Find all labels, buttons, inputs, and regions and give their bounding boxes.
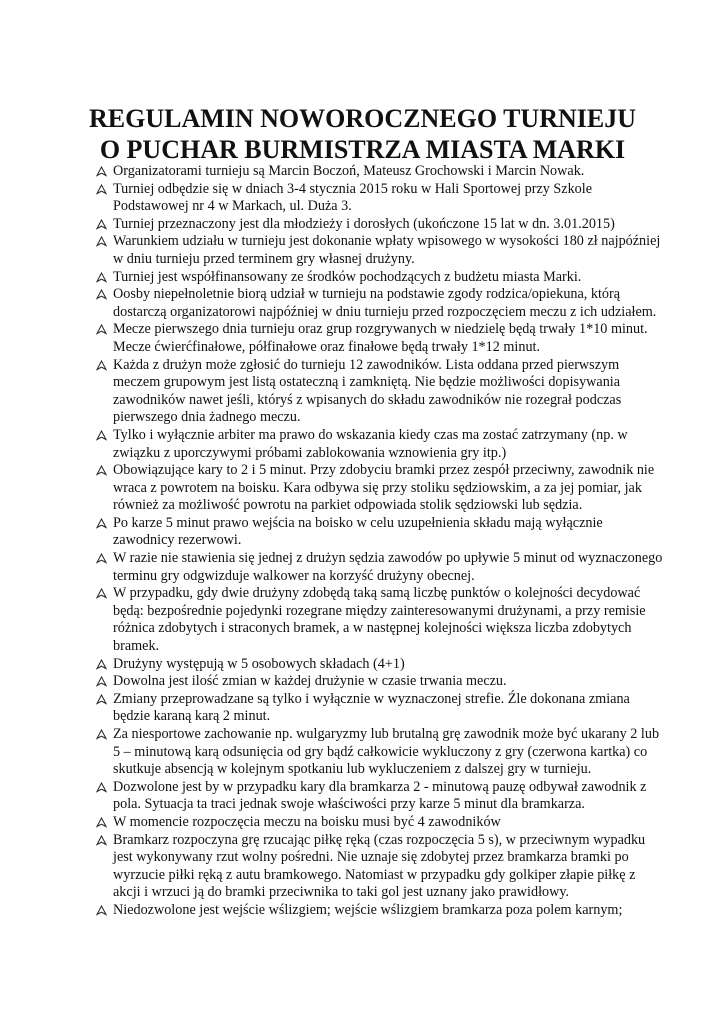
rule-text: Dowolna jest ilość zmian w każdej drużynie w czasie trwania meczu. (113, 673, 507, 690)
rule-item (96, 585, 666, 655)
triangle-outline-icon (96, 553, 107, 564)
triangle-outline-icon (96, 166, 107, 177)
rule-text: Dozwolone jest by w przypadku kary dla bramkarza 2 - minutową pauzę odbywał zawodnik z pola. Sytuacja ta traci jednak swoje właściwości przy karze 5 minut dla bramkarza. (113, 778, 647, 813)
triangle-outline-icon (96, 465, 107, 476)
rule-text: Oosby niepełnoletnie biorą udział w turnieju na podstawie zgody rodzica/opiekuna, którą dostarczą organizatorowi najpóźniej w dniu turnieju przed rozpoczęciem meczu z ich udziałem. (113, 286, 657, 320)
rule-text: Organizatorami turnieju są Marcin Boczoń, Mateusz Grochowski i Marcin Nowak. (113, 163, 585, 179)
triangle-outline-icon (96, 324, 107, 335)
triangle-outline-icon (96, 835, 107, 846)
title-line-2: O PUCHAR BURMISTRZA MIASTA MARKI (99, 135, 626, 165)
triangle-outline-icon (96, 272, 107, 283)
rule-text: Bramkarz rozpoczyna grę rzucając piłkę ręką (czas rozpoczęcia 5 s), w przeciwnym wypadku jest wykonywany rzut wolny pośredni. Nie uznaje się zdobytej przez bramkarza bramki po wyrzucie piłki ręką z autu bramkowego. Natomiast w przypadku gdy golkiper złapie piłkę z akcji i wrzuci ją do bramki przeciwnika to taki gol jest uznany jako prawidłowy. (113, 831, 646, 901)
rule-text: Niedozwolone jest wejście wślizgiem; wejście wślizgiem bramkarza poza polem karnym; (113, 901, 623, 918)
document-title (40, 103, 685, 165)
rule-item (96, 357, 666, 427)
rule-text: Po karze 5 minut prawo wejścia na boisko w celu uzupełnienia składu mają wyłącznie zawodnicy rezerwowi. (113, 514, 603, 549)
rule-item (96, 286, 666, 321)
rule-text: Obowiązujące kary to 2 i 5 minut. Przy zdobyciu bramki przez zespół przeciwny, zawodnik nie wraca z powrotem na boisku. Kara odbywa się przy stoliku sędziowskim, a za jej pomiar, jak również za możliwość powrotu na parkiet odpowiada stolik sędziowski lub sędzia. (113, 462, 655, 514)
rule-text: W razie nie stawienia się jednej z drużyn sędzia zawodów po upływie 5 minut od wyznaczonego terminu gry odgwizduje walkower na korzyść drużyny obecnej. (113, 550, 663, 584)
rule-text: W momencie rozpoczęcia meczu na boisku musi być 4 zawodników (113, 813, 501, 830)
rule-text: Turniej jest współfinansowany ze środków pochodzących z budżetu miasta Marki. (113, 268, 582, 285)
triangle-outline-icon (96, 219, 107, 230)
triangle-outline-icon (96, 817, 107, 828)
rule-item (96, 656, 666, 674)
triangle-outline-icon (96, 289, 107, 300)
rule-text: Drużyny występują w 5 osobowych składach (4+1) (113, 655, 405, 672)
rule-text: Zmiany przeprowadzane są tylko i wyłącznie w wyznaczonej strefie. Źle dokonana zmiana będzie karaną karą 2 minut. (113, 690, 630, 725)
rule-text: Warunkiem udziału w turnieju jest dokonanie wpłaty wpisowego w wysokości 180 zł najpóźniej w dniu turnieju przed terminem gry własnej drużyny. (113, 233, 661, 267)
rule-item (96, 233, 666, 268)
triangle-outline-icon (96, 588, 107, 599)
triangle-outline-icon (96, 729, 107, 740)
rule-item (96, 814, 666, 832)
rule-item (96, 321, 666, 356)
triangle-outline-icon (96, 360, 107, 371)
triangle-outline-icon (96, 905, 107, 916)
rule-item (96, 902, 666, 920)
rule-text: Tylko i wyłącznie arbiter ma prawo do wskazania kiedy czas ma zostać zatrzymany (np. w związku z uporczywymi próbami zablokowania wznowienia gry itp.) (113, 426, 628, 461)
rule-item (96, 779, 666, 814)
triangle-outline-icon (96, 518, 107, 529)
triangle-outline-icon (96, 694, 107, 705)
rule-item (96, 427, 666, 462)
rule-item (96, 163, 666, 181)
rule-item (96, 832, 666, 902)
rule-text: Każda z drużyn może zgłosić do turnieju 12 zawodników. Lista oddana przed pierwszym meczem grupowym jest listą ostateczną i zamkniętą. Nie będzie możliwości dopisywania zawodników nawet jeśli, któryś z wpisanych do składu zawodników nie rozegrał podczas pierwszego dnia żadnego meczu. (113, 356, 622, 426)
rule-item (96, 216, 666, 234)
rule-text: W przypadku, gdy dwie drużyny zdobędą taką samą liczbę punktów o kolejności decydować będą: bezpośrednie pojedynki rozegrane między zainteresowanymi drużynami, a przy remisie różnica zdobytych i straconych bramek, a w następnej kolejności większa liczba zdobytych bramek. (113, 585, 646, 655)
rule-text: Turniej odbędzie się w dniach 3-4 stycznia 2015 roku w Hali Sportowej przy Szkole Podstawowej nr 4 w Markach, ul. Duża 3. (113, 180, 592, 215)
rule-text: Mecze pierwszego dnia turnieju oraz grup rozgrywanych w niedzielę będą trwały 1*10 minut. Mecze ćwierćfinałowe, półfinałowe oraz finałowe będą trwały 1*12 minut. (113, 321, 648, 355)
triangle-outline-icon (96, 430, 107, 441)
rule-text: Za niesportowe zachowanie np. wulgaryzmy lub brutalną grę zawodnik może być ukarany 2 lub 5 – minutową karą odsunięcia od gry bądź całkowicie wykluczony z gry (czerwona kartka) co skutkuje absencją w kolejnym spotkaniu lub wykluczeniem z dalszej gry w turnieju. (113, 726, 660, 778)
rule-item (96, 673, 666, 691)
rule-item (96, 515, 666, 550)
rules-list (96, 163, 666, 920)
title-line-1: REGULAMIN NOWOROCZNEGO TURNIEJU (88, 104, 636, 134)
triangle-outline-icon (96, 782, 107, 793)
rule-item (96, 269, 666, 287)
triangle-outline-icon (96, 184, 107, 195)
rule-text: Turniej przeznaczony jest dla młodzieży i dorosłych (ukończone 15 lat w dn. 3.01.2015) (113, 215, 615, 232)
rule-item (96, 691, 666, 726)
rule-item (96, 726, 666, 779)
triangle-outline-icon (96, 659, 107, 670)
triangle-outline-icon (96, 236, 107, 247)
rule-item (96, 181, 666, 216)
rule-item (96, 462, 666, 515)
triangle-outline-icon (96, 676, 107, 687)
rule-item (96, 550, 666, 585)
